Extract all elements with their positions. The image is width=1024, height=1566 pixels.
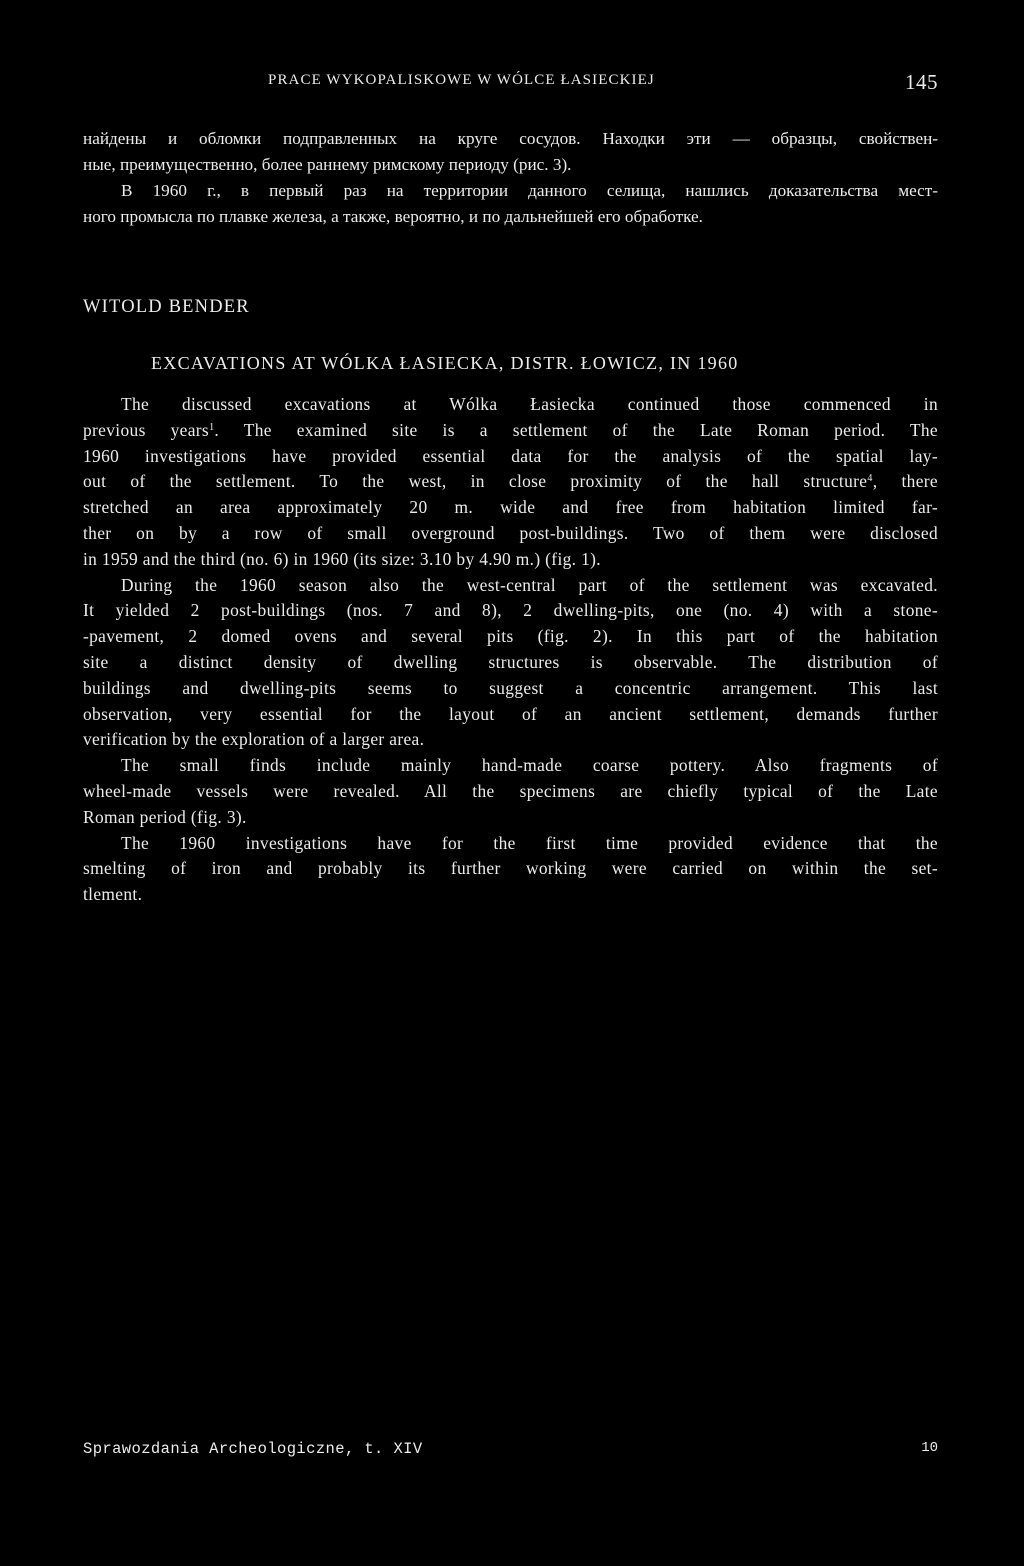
sheet-number: 10 <box>921 1440 938 1456</box>
summary-line: stretched an area approximately 20 m. wide and free from habitation limited far- <box>83 497 938 518</box>
summary-line: ther on by a row of small overground post-buildings. Two of them were disclosed <box>83 522 938 543</box>
summary-line: wheel-made vessels were revealed. All the specimens are chiefly typical of the Late <box>83 780 938 801</box>
summary-text: previous years <box>83 419 210 440</box>
summary-line <box>83 418 938 444</box>
summary-text: . The examined site is a settlement of the Late Roman period. The <box>214 419 938 440</box>
summary-line: The 1960 investigations have for the first time provided evidence that the <box>121 832 938 853</box>
summary-line <box>83 469 938 495</box>
russian-summary-line: найдены и обломки подправленных на круге сосудов. Находки эти — образцы, свойствен- <box>83 129 938 148</box>
page-footer <box>83 1440 938 1464</box>
journal-title: Sprawozdania Archeologiczne, t. XIV <box>83 1440 423 1458</box>
summary-line: -pavement, 2 domed ovens and several pits (fig. 2). In this part of the habitation <box>83 626 938 647</box>
footnote-reference: 1 <box>209 421 215 433</box>
page-number: 145 <box>905 70 938 94</box>
summary-text: out of the settlement. To the west, in close proximity of the hall structure <box>83 471 868 492</box>
summary-line: It yielded 2 post-buildings (nos. 7 and 8), 2 dwelling-pits, one (no. 4) with a stone- <box>83 600 938 621</box>
english-summary <box>83 392 938 908</box>
russian-summary <box>83 126 938 230</box>
summary-line: tlement. <box>83 884 143 905</box>
summary-line: observation, very essential for the layout of an ancient settlement, demands further <box>83 703 938 724</box>
summary-line: The discussed excavations at Wólka Łasiecka continued those commenced in <box>121 394 938 414</box>
summary-line: During the 1960 season also the west-central part of the settlement was excavated. <box>121 574 938 595</box>
russian-summary-line: В 1960 г., в первый раз на территории данного селища, нашлись доказательства мест- <box>121 181 938 200</box>
summary-line: in 1959 and the third (no. 6) in 1960 (its size: 3.10 by 4.90 m.) (fig. 1). <box>83 548 601 569</box>
author-name: WITOLD BENDER <box>83 297 250 317</box>
summary-line: smelting of iron and probably its further working were carried on within the set- <box>83 858 938 879</box>
running-title: PRACE WYKOPALISKOWE W WÓLCE ŁASIECKIEJ <box>268 72 655 88</box>
russian-summary-line: ного промысла по плавке железа, а также, вероятно, и по дальнейшей его обработке. <box>83 207 703 226</box>
russian-summary-line: ные, преимущественно, более раннему римскому периоду (рис. 3). <box>83 155 572 174</box>
page <box>83 0 938 1566</box>
summary-line: site a distinct density of dwelling structures is observable. The distribution of <box>83 651 938 672</box>
running-head <box>83 72 938 98</box>
summary-line: Roman period (fig. 3). <box>83 806 247 827</box>
summary-line: 1960 investigations have provided essential data for the analysis of the spatial lay- <box>83 445 938 466</box>
summary-line: The small finds include mainly hand-made coarse pottery. Also fragments of <box>121 755 938 776</box>
summary-text: , there <box>872 471 938 492</box>
article-title: EXCAVATIONS AT WÓLKA ŁASIECKA, DISTR. ŁOWICZ, IN 1960 <box>151 353 739 373</box>
summary-line: verification by the exploration of a larger area. <box>83 729 425 750</box>
footnote-reference: 4 <box>867 473 873 485</box>
summary-line: buildings and dwelling-pits seems to suggest a concentric arrangement. This last <box>83 677 938 698</box>
